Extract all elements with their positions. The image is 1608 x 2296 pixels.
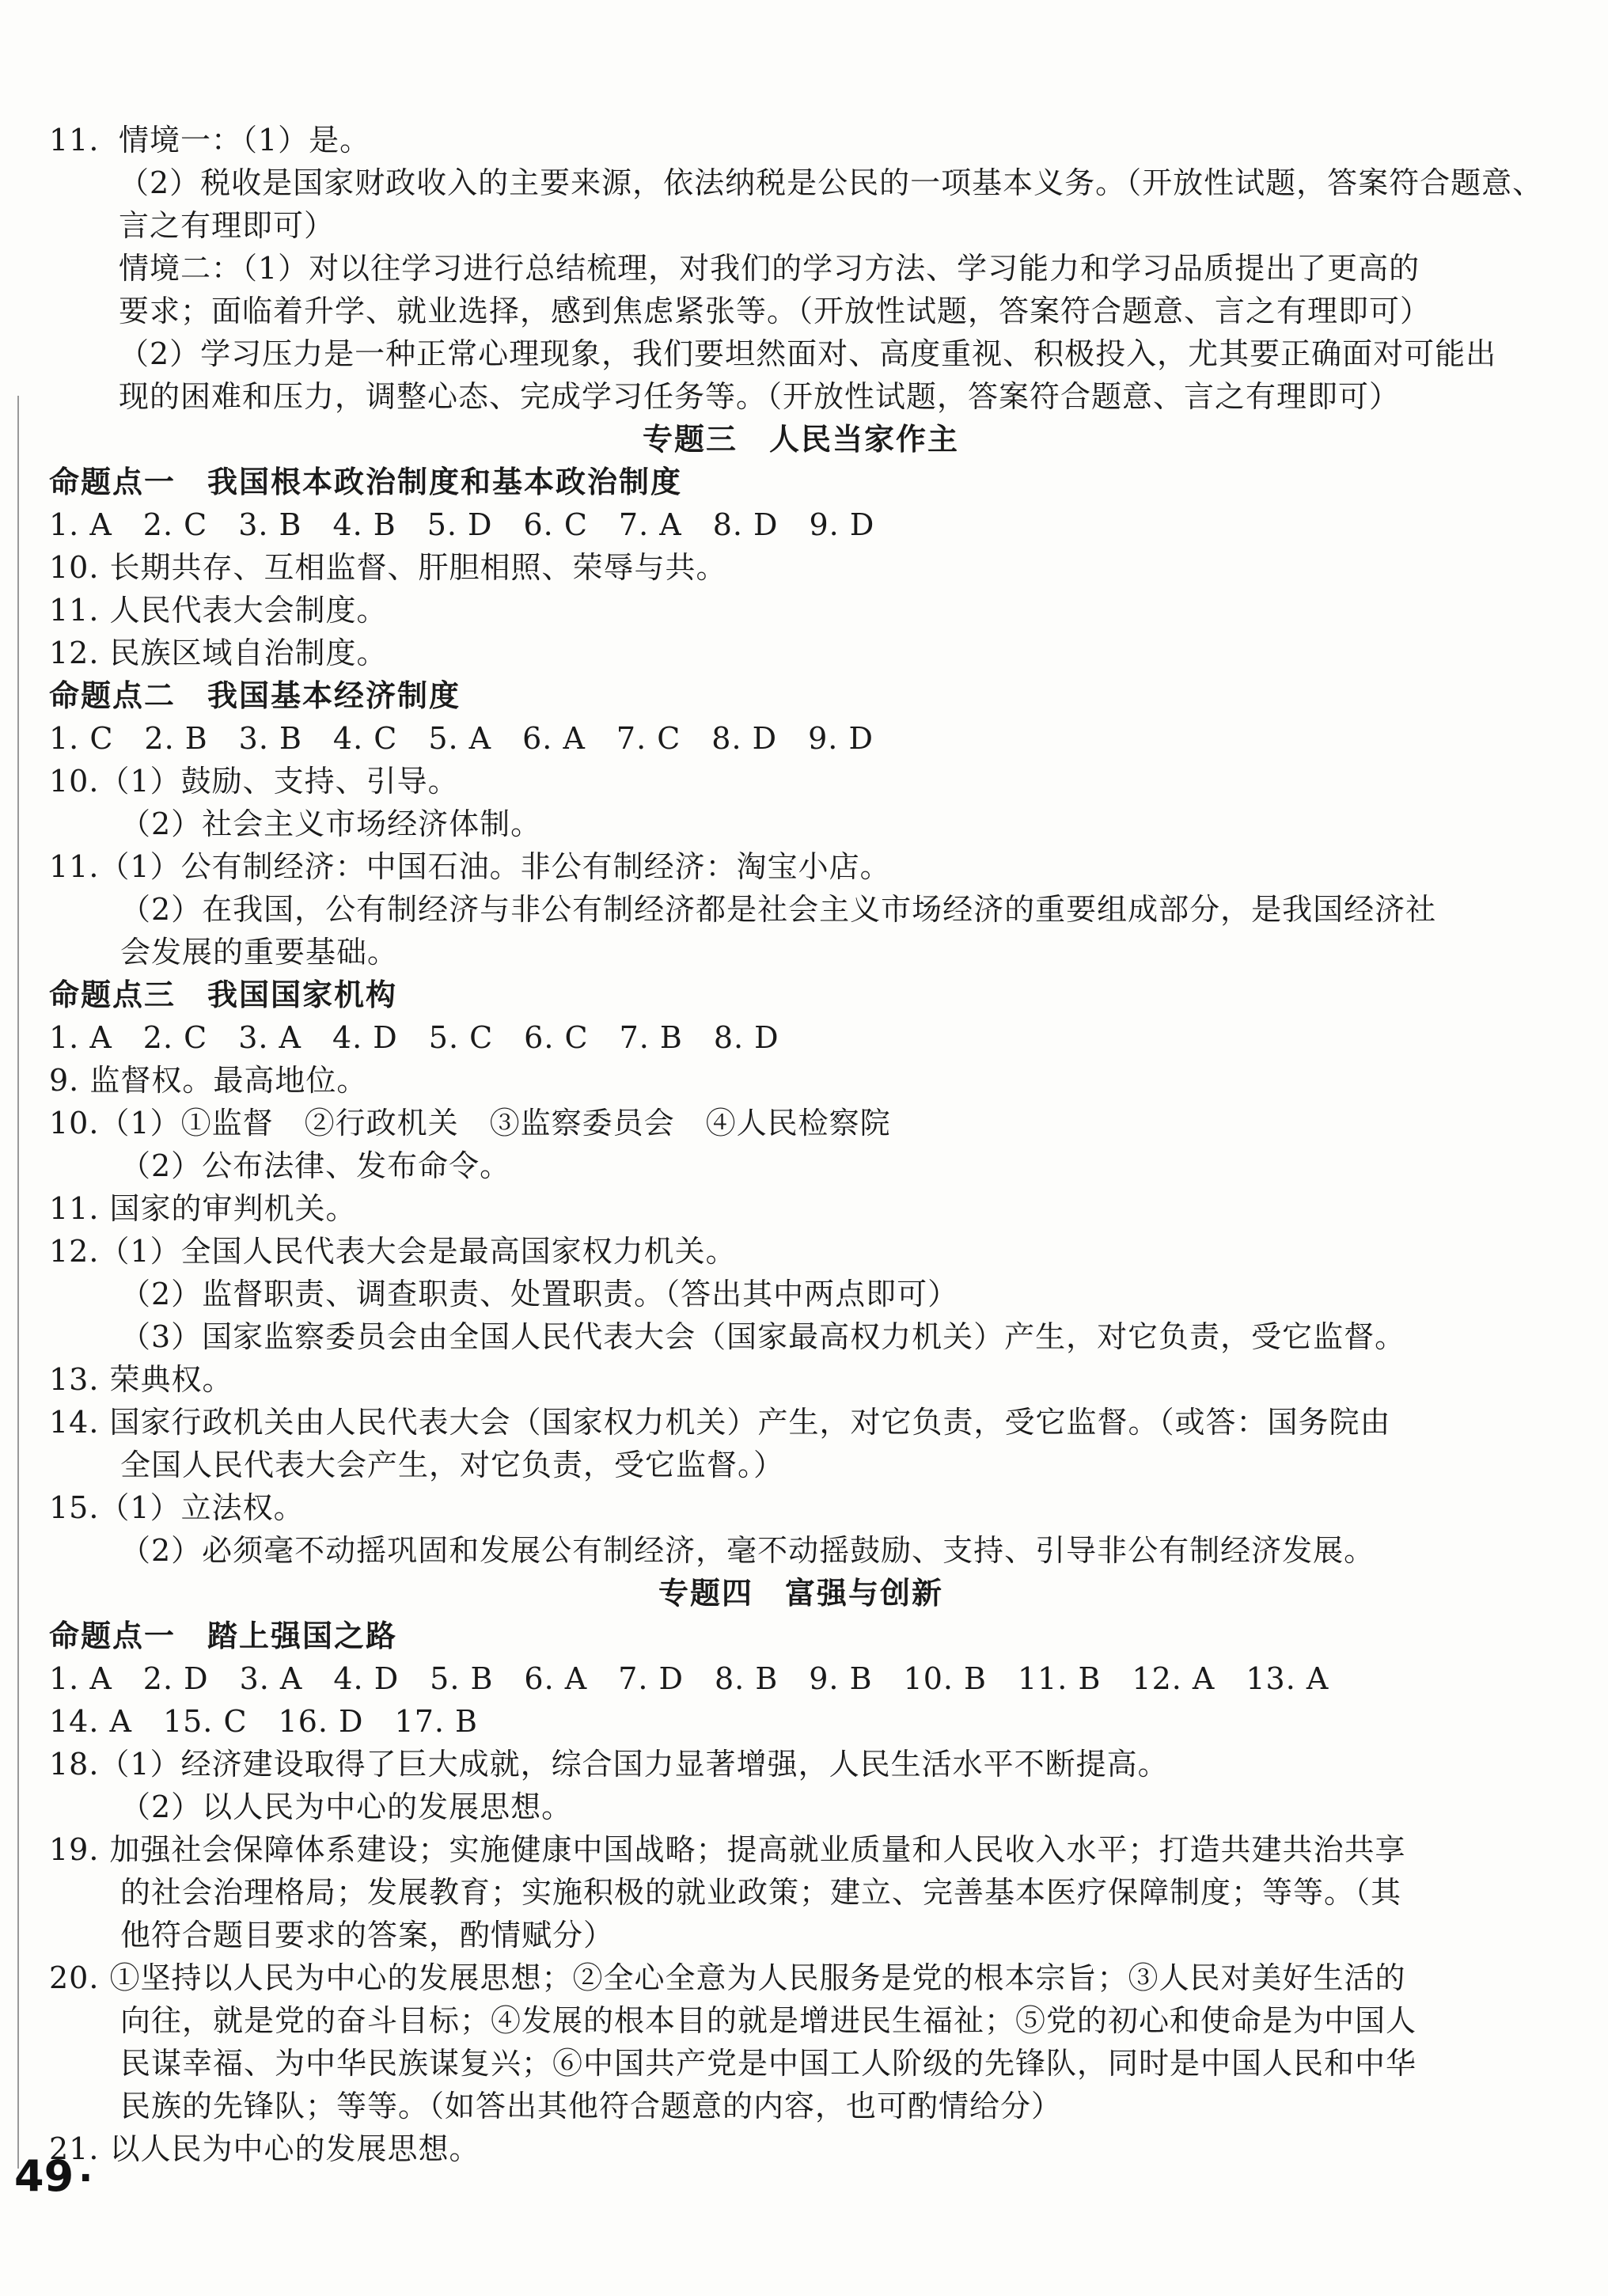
answer-line: 18.（1）经济建设取得了巨大成就，综合国力显著增强，人民生活水平不断提高。 bbox=[49, 1747, 1169, 1782]
answer-line: 的社会治理格局；发展教育；实施积极的就业政策；建立、完善基本医疗保障制度；等等。（其 bbox=[120, 1875, 1402, 1910]
margin-rule bbox=[17, 396, 19, 2169]
answer-line: 现的困难和压力，调整心态、完成学习任务等。（开放性试题，答案符合题意、言之有理即可） bbox=[119, 379, 1401, 414]
topic-title: 专题四 富强与创新 bbox=[658, 1576, 943, 1611]
answer-line: （2）社会主义市场经济体制。 bbox=[120, 806, 542, 841]
section-heading: 命题点一 我国根本政治制度和基本政治制度 bbox=[49, 465, 683, 499]
section-heading: 命题点二 我国基本经济制度 bbox=[49, 678, 461, 713]
answer-line: （2）税收是国家财政收入的主要来源，依法纳税是公民的一项基本义务。（开放性试题，答案符合题意、 bbox=[119, 165, 1544, 200]
mc-answers: 1. A 2. D 3. A 4. D 5. B 6. A 7. D 8. B 9. B 10. B 11. B 12. A 13. A bbox=[49, 1661, 1329, 1696]
answer-line: 14. 国家行政机关由人民代表大会（国家权力机关）产生，对它负责，受它监督。（或答：国务院由 bbox=[49, 1405, 1391, 1440]
answer-line: 会发展的重要基础。 bbox=[120, 935, 399, 970]
section-heading: 命题点三 我国国家机构 bbox=[49, 977, 398, 1012]
page-number-value: 49 bbox=[14, 2151, 74, 2201]
answer-line: 12. 民族区域自治制度。 bbox=[49, 636, 388, 670]
mc-answers: 1. A 2. C 3. A 4. D 5. C 6. C 7. B 8. D bbox=[49, 1020, 779, 1055]
answer-line: 言之有理即可） bbox=[119, 208, 336, 243]
answer-line bbox=[49, 119, 1553, 161]
answer-line: 13. 荣典权。 bbox=[49, 1362, 233, 1397]
answer-line: （2）公布法律、发布命令。 bbox=[120, 1148, 511, 1183]
answer-line: 全国人民代表大会产生，对它负责，受它监督。） bbox=[120, 1448, 785, 1482]
answer-line: 21. 以人民为中心的发展思想。 bbox=[49, 2131, 480, 2166]
answer-line: 20. ①坚持以人民为中心的发展思想；②全心全意为人民服务是党的根本宗旨；③人民对美好生活的 bbox=[49, 1960, 1406, 1995]
answer-line: （2）在我国，公有制经济与非公有制经济都是社会主义市场经济的重要组成部分，是我国经济社 bbox=[120, 892, 1437, 927]
mc-answers: 1. A 2. C 3. B 4. B 5. D 6. C 7. A 8. D 9. D bbox=[49, 507, 875, 542]
answer-line: （3）国家监察委员会由全国人民代表大会（国家最高权力机关）产生，对它负责，受它监督。 bbox=[120, 1319, 1406, 1354]
answer-line: 情境二：（1）对以往学习进行总结梳理，对我们的学习方法、学习能力和学习品质提出了更高的 bbox=[119, 251, 1420, 286]
answer-line: 民族的先锋队；等等。（如答出其他符合题意的内容，也可酌情给分） bbox=[120, 2089, 1063, 2123]
answer-content bbox=[49, 119, 1553, 2170]
answer-line: （2）监督职责、调查职责、处置职责。（答出其中两点即可） bbox=[120, 1277, 959, 1311]
answer-line: 19. 加强社会保障体系建设；实施健康中国战略；提高就业质量和人民收入水平；打造共建共治共享 bbox=[49, 1832, 1406, 1867]
answer-line: 向往，就是党的奋斗目标；④发展的根本目的就是增进民生福祉；⑤党的初心和使命是为中国人 bbox=[120, 2003, 1417, 2038]
answer-line: 9. 监督权。最高地位。 bbox=[49, 1063, 368, 1098]
answer-line: 11.（1）公有制经济：中国石油。非公有制经济：淘宝小店。 bbox=[49, 849, 891, 884]
answer-line: （2）以人民为中心的发展思想。 bbox=[120, 1789, 573, 1824]
answer-line: 12.（1）全国人民代表大会是最高国家权力机关。 bbox=[49, 1234, 737, 1269]
answer-line: （2）必须毫不动摇巩固和发展公有制经济，毫不动摇鼓励、支持、引导非公有制经济发展。 bbox=[120, 1533, 1375, 1568]
answer-line: 10.（1）①监督 ②行政机关 ③监察委员会 ④人民检察院 bbox=[49, 1106, 891, 1140]
answer-line: 11. 国家的审判机关。 bbox=[49, 1191, 357, 1226]
answer-line: 他符合题目要求的答案，酌情赋分） bbox=[120, 1918, 615, 1953]
answer-line: 要求；面临着升学、就业选择，感到焦虑紧张等。（开放性试题，答案符合题意、言之有理即可） bbox=[119, 294, 1432, 328]
answer-line: 民谋幸福、为中华民族谋复兴；⑥中国共产党是中国工人阶级的先锋队，同时是中国人民和中华 bbox=[120, 2046, 1417, 2081]
answer-line: 11. 人民代表大会制度。 bbox=[49, 593, 388, 628]
question-number: 11. bbox=[49, 123, 100, 157]
mc-answers: 14. A 15. C 16. D 17. B bbox=[49, 1704, 478, 1739]
page-number-dot: · bbox=[78, 2156, 93, 2200]
answer-text: 情境一：（1）是。 bbox=[119, 123, 371, 157]
answer-line: （2）学习压力是一种正常心理现象，我们要坦然面对、高度重视、积极投入，尤其要正确面对可能出 bbox=[119, 336, 1497, 371]
answer-line: 10. 长期共存、互相监督、肝胆相照、荣辱与共。 bbox=[49, 550, 727, 585]
page-number bbox=[14, 2151, 93, 2201]
answer-line: 15.（1）立法权。 bbox=[49, 1490, 305, 1525]
topic-title: 专题三 人民当家作主 bbox=[642, 422, 959, 457]
section-heading: 命题点一 踏上强国之路 bbox=[49, 1619, 398, 1653]
answer-line: 10.（1）鼓励、支持、引导。 bbox=[49, 764, 459, 799]
mc-answers: 1. C 2. B 3. B 4. C 5. A 6. A 7. C 8. D 9. D bbox=[49, 721, 874, 756]
